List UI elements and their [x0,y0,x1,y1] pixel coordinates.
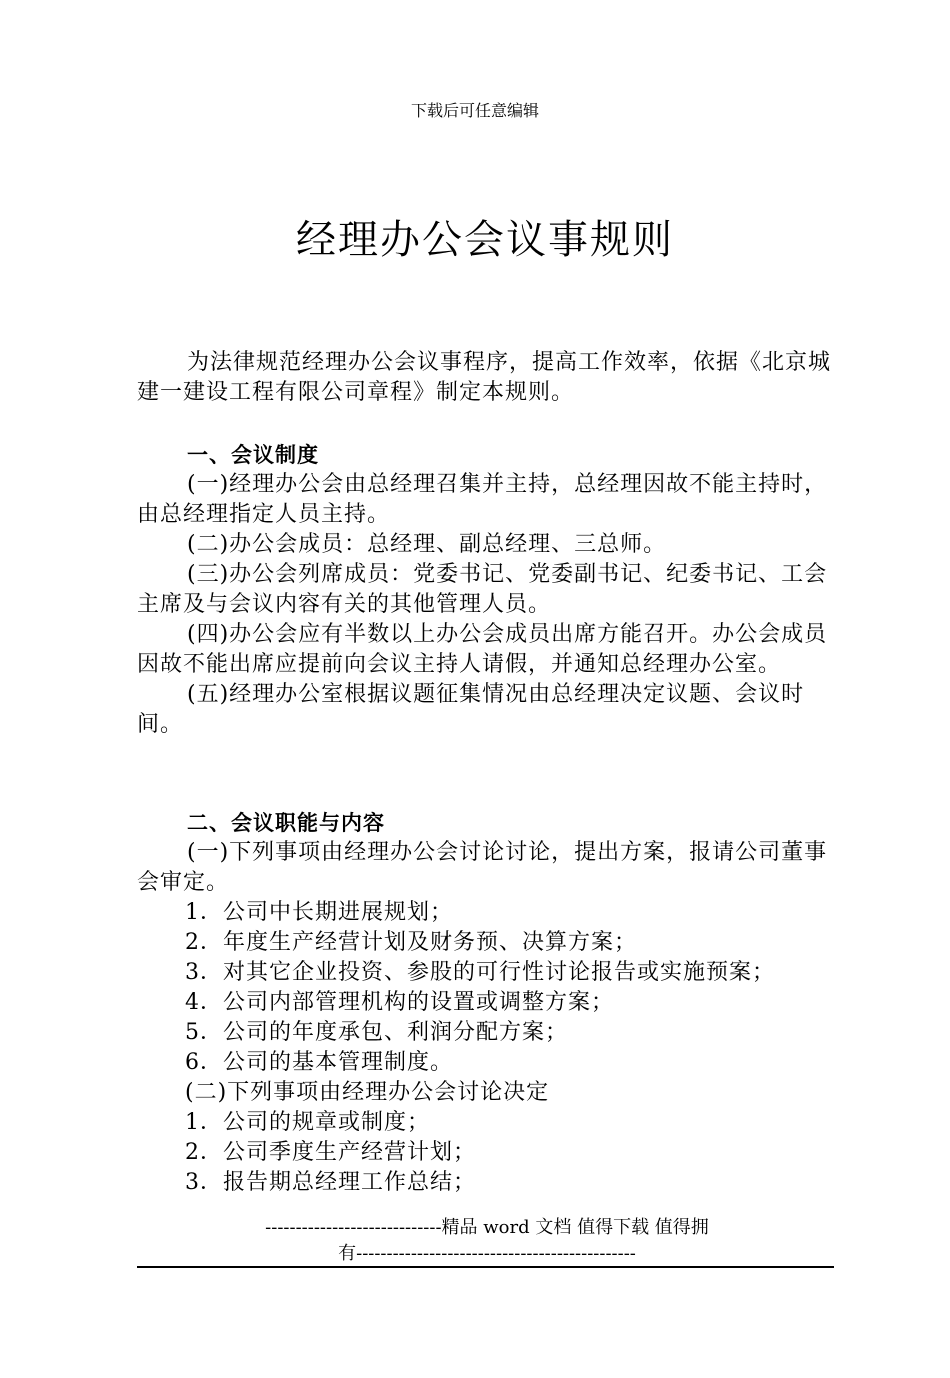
footer-line: 有---------------------------------------------- [338,1243,636,1264]
footer-note [137,1215,837,1267]
paragraph: (一)经理办公会由总经理召集并主持，总经理因故不能主持时，由总经理指定人员主持。 [137,472,828,527]
paragraph: (三)办公会列席成员：党委书记、党委副书记、纪委书记、工会主席及与会议内容有关的其他管理人员。 [137,562,828,617]
list-item: 5．公司的年度承包、利润分配方案； [185,1020,568,1045]
paragraph: (二)办公会成员：总经理、副总经理、三总师。 [187,532,667,557]
list-item: 3．对其它企业投资、参股的可行性讨论报告或实施预案； [185,960,775,985]
intro-paragraph: 为法律规范经理办公会议事程序，提高工作效率，依据《北京城建一建设工程有限公司章程》制定本规则。 [137,350,832,405]
section-meeting-functions [137,808,837,1198]
section-heading: 一、会议制度 [187,443,319,467]
list-item: 6．公司的基本管理制度。 [185,1050,453,1075]
paragraph: (四)办公会应有半数以上办公会成员出席方能召开。办公会成员因故不能出席应提前向会议主持人请假，并通知总经理办公室。 [137,622,828,677]
list-item: 2．年度生产经营计划及财务预、决算方案； [185,930,637,955]
section-meeting-system [137,440,837,740]
list-item: 2．公司季度生产经营计划； [185,1140,476,1165]
footer-line: -----------------------------精品 word 文档 值得下载 值得拥 [265,1217,709,1238]
paragraph: (五)经理办公室根据议题征集情况由总经理决定议题、会议时间。 [137,682,805,737]
footer-divider [137,1266,834,1268]
section-heading: 二、会议职能与内容 [187,811,385,835]
list-item: 1．公司的规章或制度； [185,1110,430,1135]
list-item: 1．公司中长期进展规划； [185,900,453,925]
header-note: 下载后可任意编辑 [410,101,539,120]
list-item: 3．报告期总经理工作总结； [185,1170,476,1195]
list-item: 4．公司内部管理机构的设置或调整方案； [185,990,614,1015]
subsection-intro: (二)下列事项由经理办公会讨论决定 [185,1080,550,1105]
paragraph: (一)下列事项由经理办公会讨论讨论，提出方案，报请公司董事会审定。 [137,840,828,895]
document-title: 经理办公会议事规则 [296,217,674,263]
